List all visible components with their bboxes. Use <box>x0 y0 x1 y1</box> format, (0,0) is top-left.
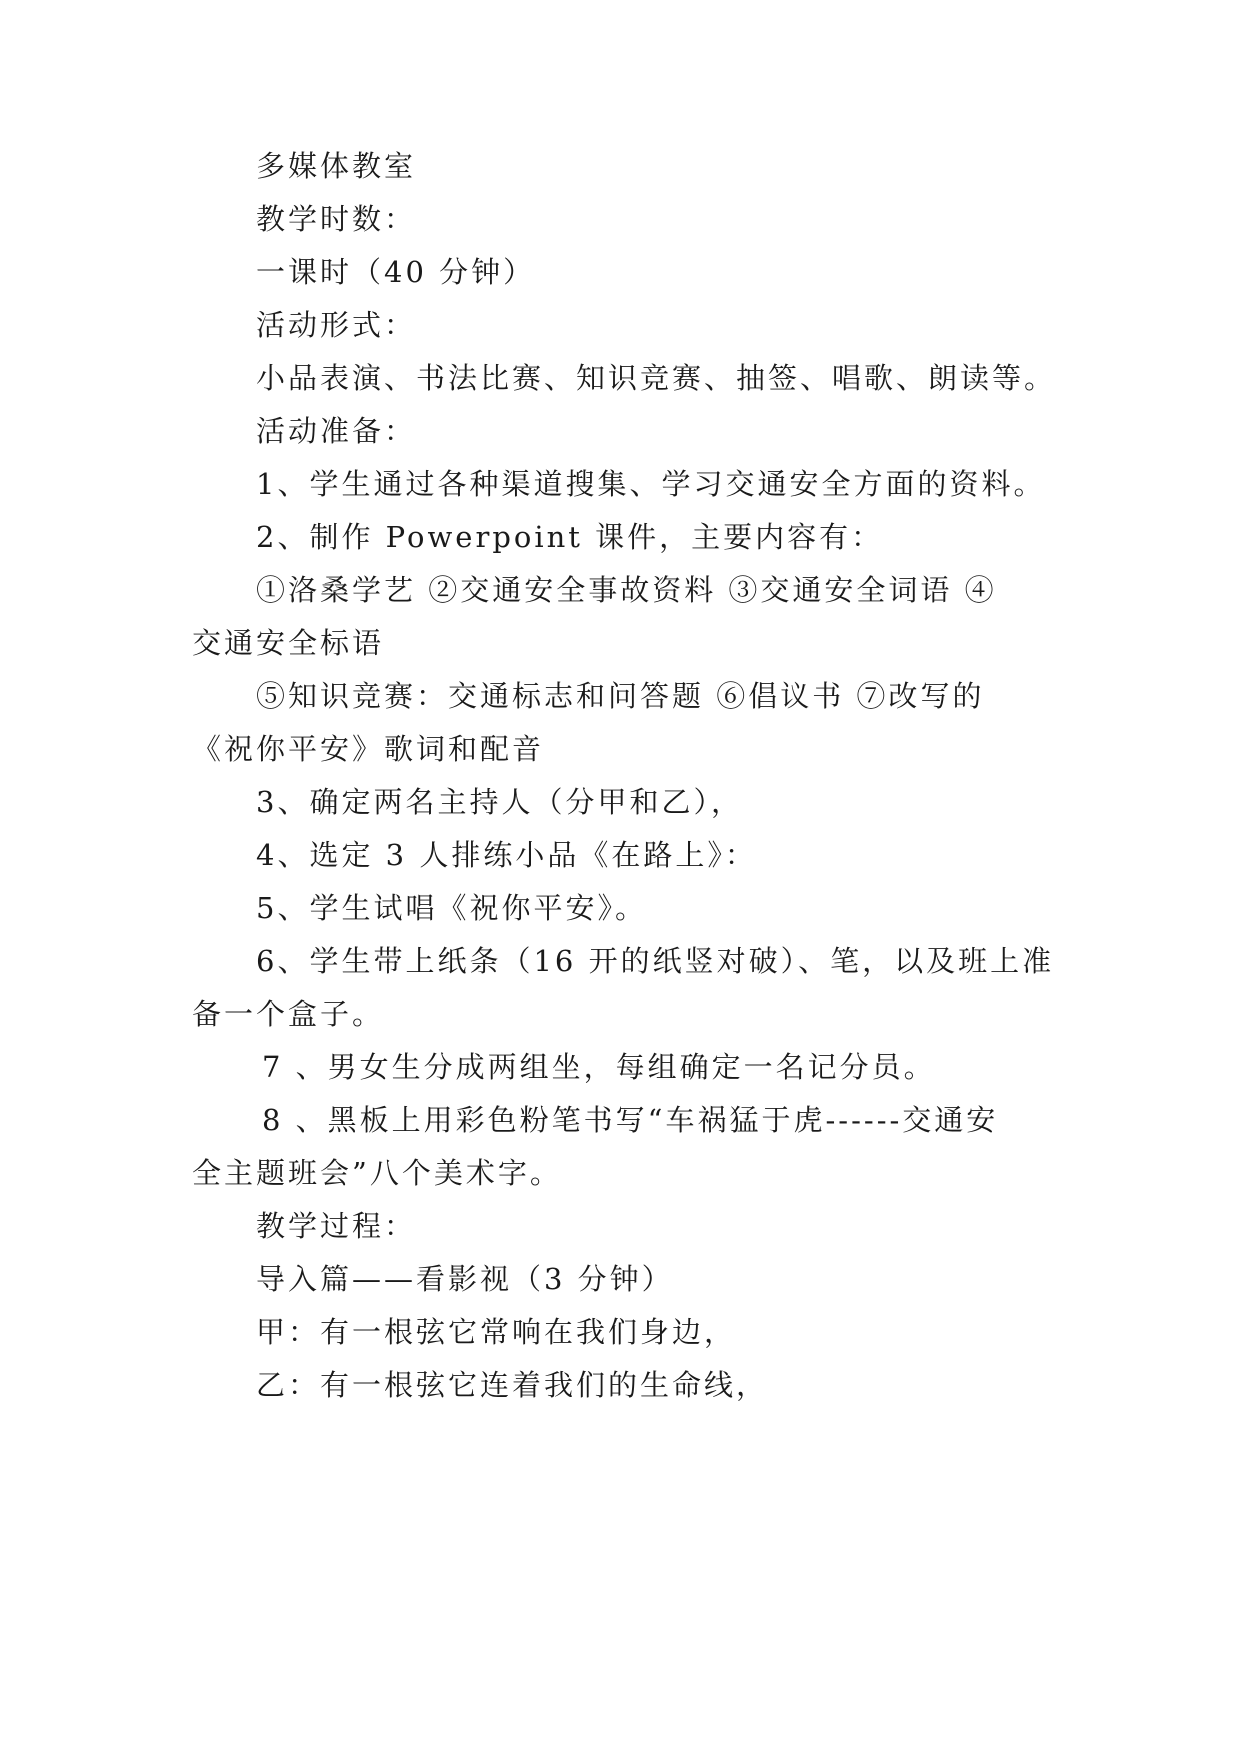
text-line: ⑤知识竞赛：交通标志和问答题 ⑥倡议书 ⑦改写的 <box>256 679 985 713</box>
text-line: 2、制作 Powerpoint 课件，主要内容有： <box>256 520 884 554</box>
text-line: 交通安全标语 <box>192 626 385 660</box>
text-line: 多媒体教室 <box>256 149 417 183</box>
text-line: 教学时数： <box>256 202 417 236</box>
text-line: 小品表演、书法比赛、知识竞赛、抽签、唱歌、朗读等。 <box>256 361 1057 395</box>
text-line: 5、学生试唱《祝你平安》。 <box>256 891 647 925</box>
text-line: 6、学生带上纸条（16 开的纸竖对破）、笔，以及班上准 <box>256 944 1055 978</box>
text-line: 8 、黑板上用彩色粉笔书写“车祸猛于虎------交通安 <box>262 1103 999 1137</box>
text-line: 导入篇——看影视（3 分钟） <box>256 1262 674 1296</box>
text-line: 一课时（40 分钟） <box>256 255 536 289</box>
text-line: 活动形式： <box>256 308 417 342</box>
text-line: 7 、男女生分成两组坐，每组确定一名记分员。 <box>262 1050 936 1084</box>
text-line: 全主题班会”八个美术字。 <box>192 1156 562 1190</box>
text-line: 备一个盒子。 <box>192 997 385 1031</box>
text-line: 《祝你平安》歌词和配音 <box>192 732 545 766</box>
text-line: 3、确定两名主持人（分甲和乙）， <box>256 785 743 819</box>
text-line: 乙：有一根弦它连着我们的生命线， <box>256 1368 769 1402</box>
text-line: 教学过程： <box>256 1209 417 1243</box>
text-line: ①洛桑学艺 ②交通安全事故资料 ③交通安全词语 ④ <box>256 573 997 607</box>
text-line: 活动准备： <box>256 414 417 448</box>
text-line: 甲：有一根弦它常响在我们身边， <box>256 1315 737 1349</box>
text-line: 1、学生通过各种渠道搜集、学习交通安全方面的资料。 <box>256 467 1046 501</box>
text-line: 4、选定 3 人排练小品《在路上》： <box>256 838 757 872</box>
